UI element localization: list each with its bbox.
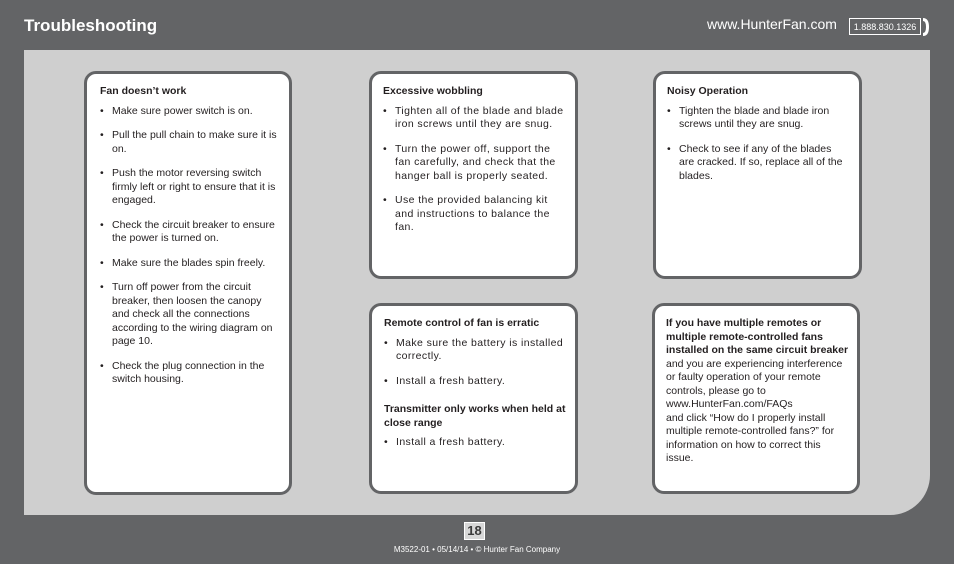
phone-handset-icon — [921, 17, 930, 37]
box-subtitle: Transmitter only works when held at close range — [384, 403, 566, 429]
website-link[interactable]: www.HunterFan.com — [707, 16, 837, 32]
list-item: • Make sure power switch is on. — [100, 104, 253, 117]
box-multiple-remotes — [652, 303, 860, 494]
box-title: Excessive wobbling — [383, 85, 483, 97]
list-item: • Install a fresh battery. — [384, 374, 506, 387]
box-fan-doesnt-work — [84, 71, 292, 495]
list-item: • Check the circuit breaker to ensure the power is turned on. — [100, 218, 275, 244]
page-number: 18 — [464, 522, 485, 540]
transmitter-list — [384, 436, 567, 450]
list-item: • Pull the pull chain to make sure it is on. — [100, 129, 277, 155]
faq-link[interactable]: www.HunterFan.com/FAQs — [666, 398, 793, 410]
box-remote-erratic — [369, 303, 578, 494]
content-panel — [24, 50, 930, 515]
list-item: • Make sure the battery is installed correctly. — [384, 336, 564, 362]
wobble-list — [383, 105, 567, 235]
list-item: • Install a fresh battery. — [384, 436, 506, 448]
phone-number: 1.888.830.1326 — [849, 18, 921, 35]
box-title: Fan doesn’t work — [100, 85, 187, 97]
footer-text: M3522-01 • 05/14/14 • © Hunter Fan Company — [393, 545, 561, 554]
list-item: • Check the plug connection in the switch housing. — [100, 359, 265, 385]
noise-list — [667, 105, 849, 184]
list-item: • Push the motor reversing switch firmly left or right to ensure that it is engaged. — [100, 167, 276, 206]
page-title: Troubleshooting — [24, 16, 158, 35]
list-item: • Tighten the blade and blade iron screws until they are snug. — [667, 104, 830, 130]
fan-list — [100, 105, 279, 387]
box-title: Noisy Operation — [667, 85, 749, 97]
box-noisy-operation — [653, 71, 862, 279]
list-item: • Check to see if any of the blades are cracked. If so, replace all of the blades. — [667, 142, 843, 182]
remote-list — [384, 337, 567, 389]
box-title: Remote control of fan is erratic — [384, 317, 540, 329]
box-excessive-wobbling — [369, 71, 578, 279]
list-item: • Tighten all of the blade and blade iron screws until they are snug. — [383, 104, 564, 130]
list-item: • Make sure the blades spin freely. — [100, 256, 266, 269]
list-item: • Turn the power off, support the fan carefully, and check that the hanger ball is properly seated. — [383, 142, 556, 182]
list-item: • Use the provided balancing kit and instructions to balance the fan. — [383, 194, 550, 233]
list-item: • Turn off power from the circuit breaker, then loosen the canopy and check all the connections according to the wiring diagram on page 10. — [100, 281, 273, 347]
multiple-remotes-text: If you have multiple remotes or multiple remote-controlled fans installed on the same circuit breaker and you are experiencing interference or faulty operation of your remote controls, please go to www.HunterFan.com/FAQs and click “How do I properly install multiple remote-controlled fans?” for information on how to correct this issue. — [666, 317, 849, 464]
